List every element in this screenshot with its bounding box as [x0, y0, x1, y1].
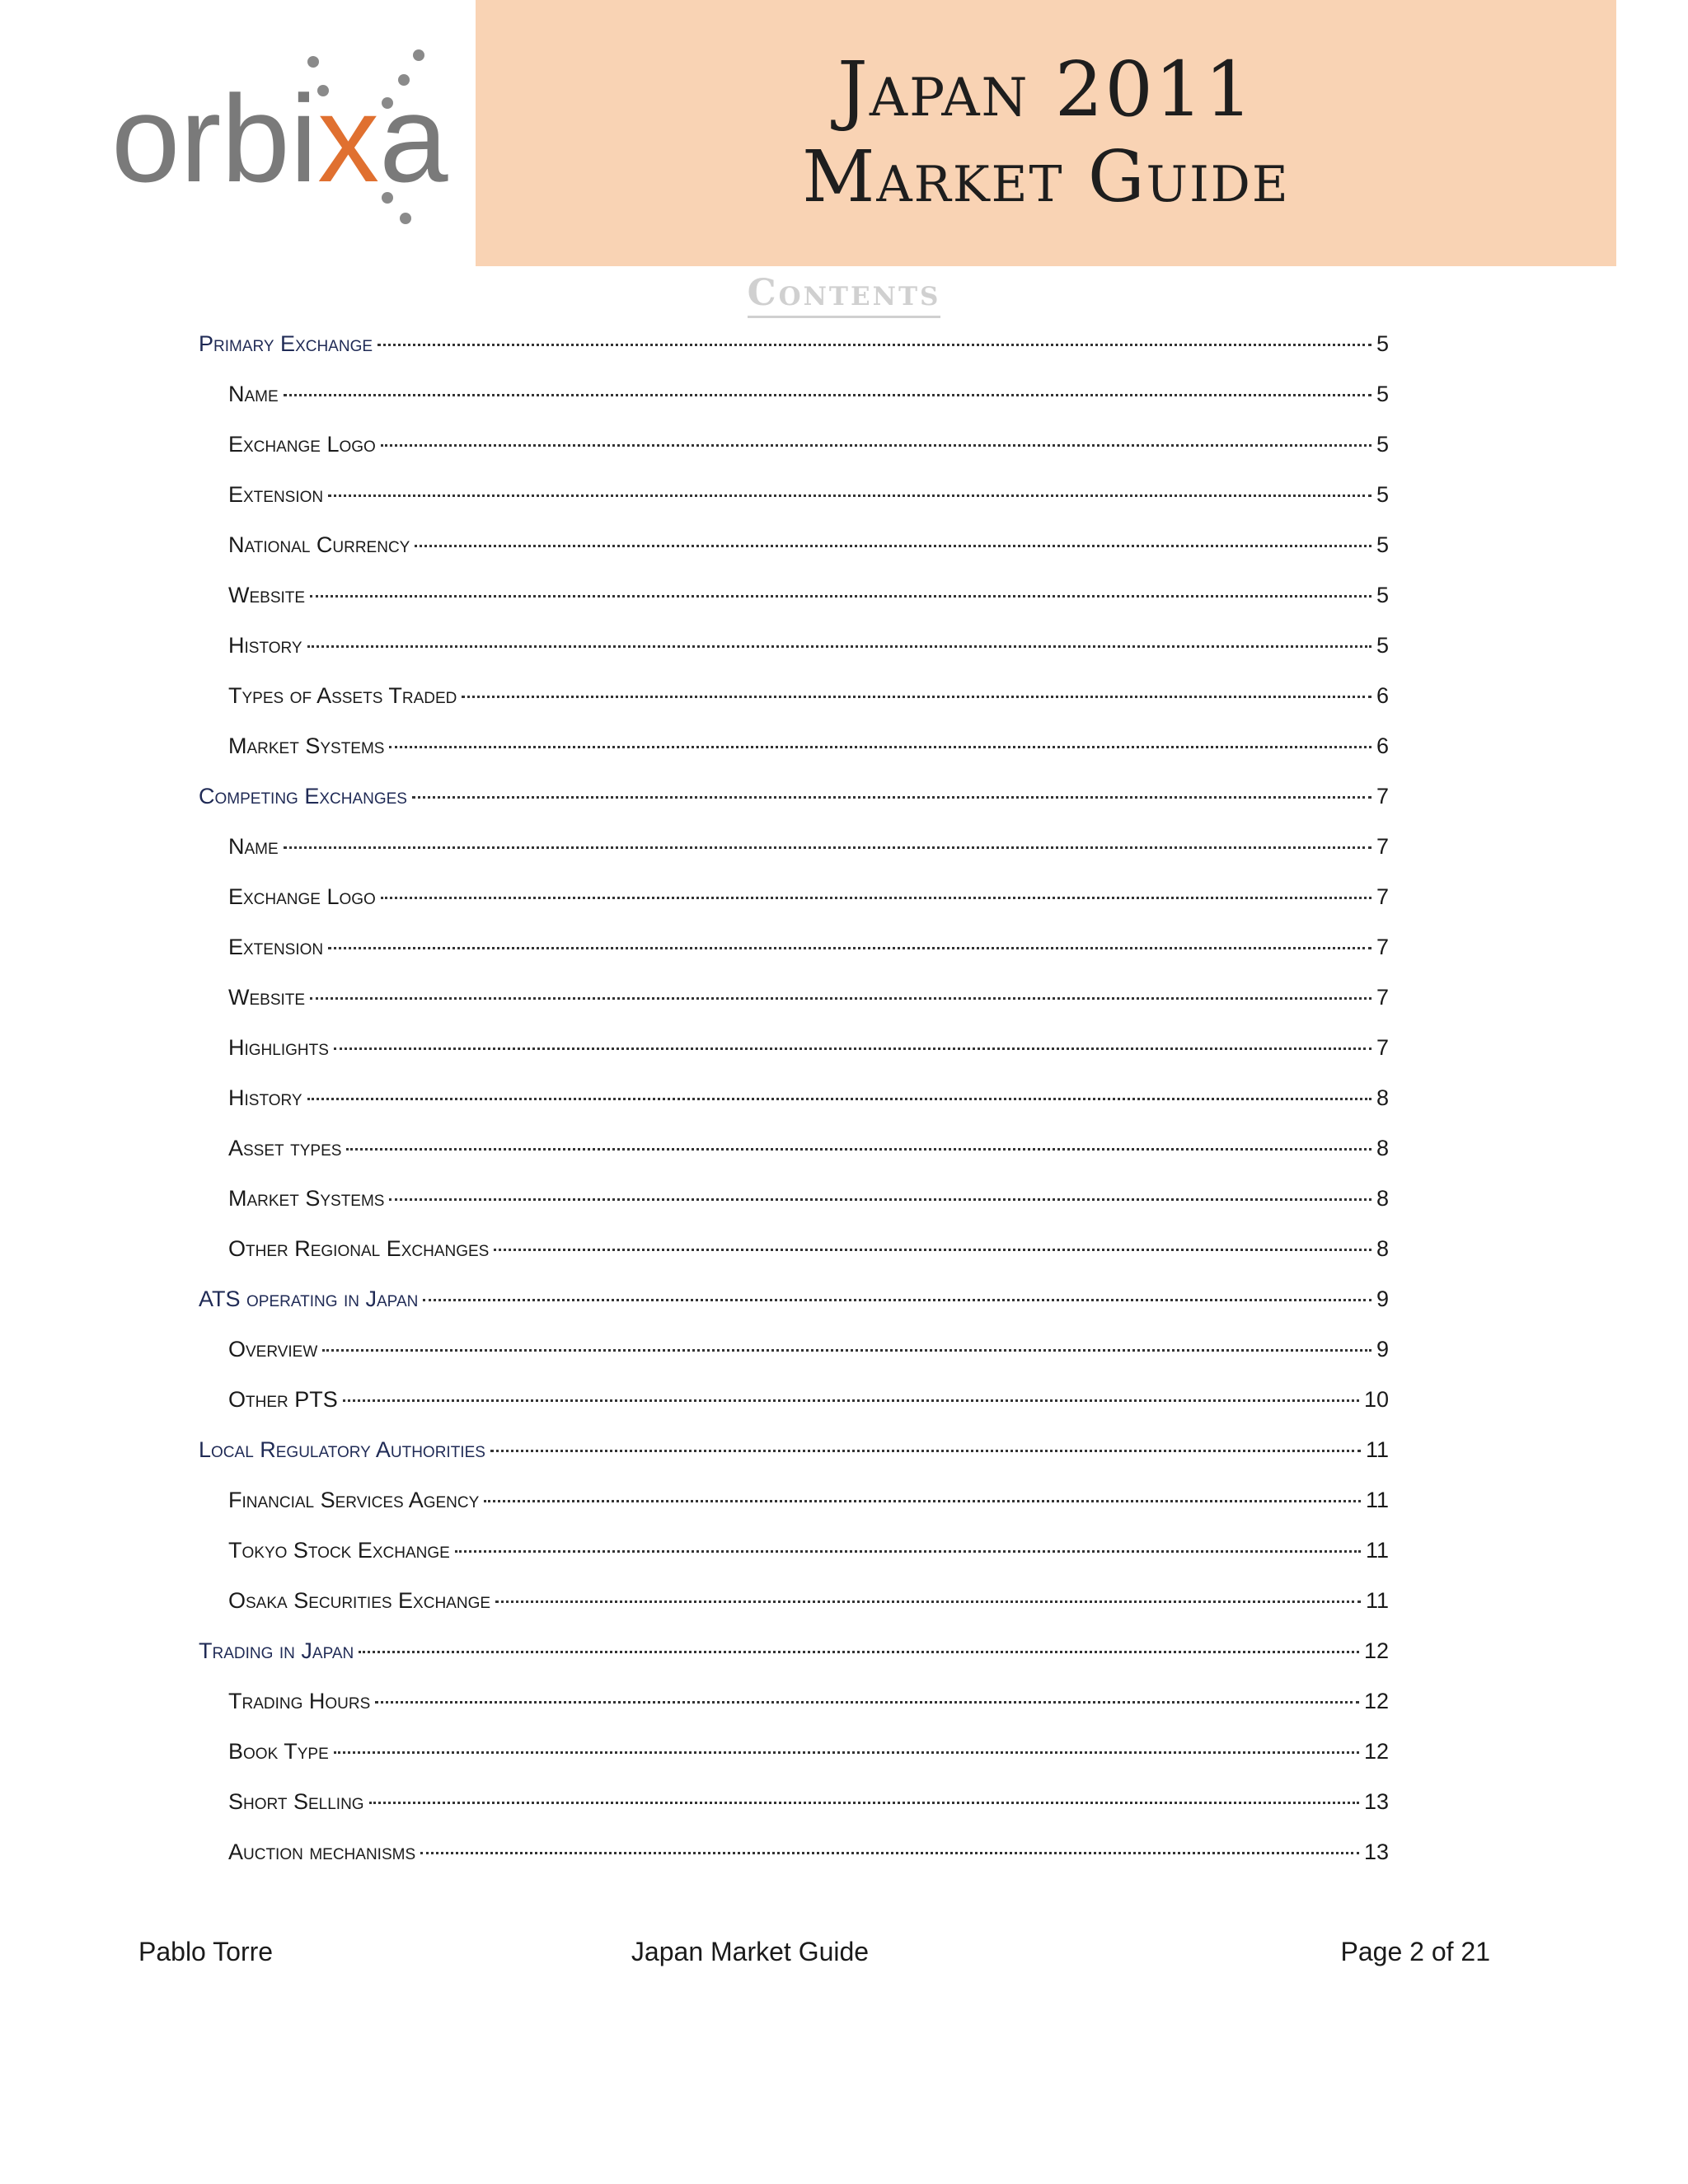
- toc-dot-leader: [310, 997, 1372, 1000]
- toc-dot-leader: [334, 1047, 1372, 1050]
- toc-entry-label: Name: [228, 834, 279, 859]
- toc-entry-label: ATS operating in Japan: [199, 1286, 419, 1311]
- toc-entry-page: 5: [1376, 532, 1389, 557]
- title-line-1: Japan 2011: [837, 45, 1254, 134]
- toc-entry-page: 13: [1363, 1789, 1389, 1814]
- toc-entry-page: 11: [1365, 1538, 1389, 1563]
- toc-subsection-entry[interactable]: [228, 935, 1389, 984]
- toc-entry-label: Market Systems: [228, 733, 385, 758]
- toc-entry-label: Other PTS: [228, 1387, 338, 1412]
- toc-subsection-entry[interactable]: [228, 482, 1389, 532]
- toc-entry-label: Highlights: [228, 1035, 329, 1060]
- toc-subsection-entry[interactable]: [228, 382, 1389, 431]
- toc-entry-page: 8: [1376, 1085, 1389, 1110]
- toc-entry-label: Website: [228, 985, 306, 1010]
- toc-dot-leader: [359, 1651, 1359, 1653]
- toc-entry-page: 12: [1363, 1638, 1389, 1663]
- toc-entry-label: Website: [228, 583, 306, 607]
- toc-dot-leader: [328, 494, 1372, 497]
- toc-section-entry[interactable]: [199, 1638, 1389, 1688]
- toc-subsection-entry[interactable]: [228, 834, 1389, 883]
- toc-entry-page: 12: [1363, 1689, 1389, 1713]
- toc-dot-leader: [389, 746, 1371, 748]
- toc-subsection-entry[interactable]: [228, 1538, 1389, 1587]
- toc-subsection-entry[interactable]: [228, 733, 1389, 783]
- toc-entry-page: 11: [1365, 1588, 1389, 1613]
- logo-text: orbixa: [111, 69, 448, 208]
- toc-entry-label: Extension: [228, 935, 324, 959]
- toc-dot-leader: [495, 1601, 1361, 1603]
- toc-subsection-entry[interactable]: [228, 1136, 1389, 1185]
- toc-subsection-entry[interactable]: [228, 985, 1389, 1034]
- toc-entry-label: Exchange Logo: [228, 432, 376, 457]
- toc-subsection-entry[interactable]: [228, 1789, 1389, 1839]
- toc-dot-leader: [490, 1450, 1361, 1452]
- toc-entry-label: Trading Hours: [228, 1689, 371, 1713]
- toc-entry-label: Overview: [228, 1337, 318, 1361]
- toc-subsection-entry[interactable]: [228, 1488, 1389, 1537]
- toc-dot-leader: [455, 1550, 1361, 1553]
- toc-dot-leader: [389, 1198, 1371, 1201]
- toc-entry-page: 5: [1376, 432, 1389, 457]
- toc-dot-leader: [322, 1349, 1372, 1352]
- toc-dot-leader: [415, 545, 1372, 547]
- toc-dot-leader: [423, 1299, 1372, 1301]
- toc-subsection-entry[interactable]: [228, 884, 1389, 934]
- footer-author: Pablo Torre: [138, 1937, 274, 1966]
- toc-entry-label: Primary Exchange: [199, 331, 373, 356]
- toc-dot-leader: [375, 1701, 1359, 1704]
- toc-entry-page: 9: [1376, 1286, 1389, 1311]
- toc-dot-leader: [307, 645, 1372, 648]
- toc-dot-leader: [310, 595, 1372, 598]
- toc-entry-page: 12: [1363, 1739, 1389, 1764]
- toc-dot-leader: [284, 394, 1372, 396]
- toc-dot-leader: [412, 796, 1372, 799]
- toc-entry-page: 5: [1376, 633, 1389, 658]
- contents-heading-text: Contents: [748, 272, 941, 318]
- toc-entry-label: National Currency: [228, 532, 410, 557]
- toc-entry-page: 8: [1376, 1186, 1389, 1211]
- toc-entry-label: Market Systems: [228, 1186, 385, 1211]
- toc-dot-leader: [484, 1500, 1361, 1502]
- toc-entry-page: 11: [1365, 1437, 1389, 1462]
- toc-entry-label: History: [228, 633, 302, 658]
- toc-entry-page: 11: [1365, 1488, 1389, 1512]
- toc-entry-label: Auction mechanisms: [228, 1840, 416, 1864]
- toc-subsection-entry[interactable]: [228, 1588, 1389, 1638]
- toc-dot-leader: [346, 1148, 1372, 1151]
- toc-entry-label: Asset types: [228, 1136, 342, 1160]
- title-line-2: Market Guide: [802, 136, 1290, 218]
- toc-entry-page: 7: [1376, 834, 1389, 859]
- toc-subsection-entry[interactable]: [228, 683, 1389, 733]
- toc-entry-page: 9: [1376, 1337, 1389, 1361]
- contents-heading: [0, 272, 1688, 314]
- toc-dot-leader: [420, 1852, 1359, 1854]
- toc-entry-label: Types of Assets Traded: [228, 683, 457, 708]
- toc-entry-page: 7: [1376, 985, 1389, 1010]
- toc-subsection-entry[interactable]: [228, 1035, 1389, 1085]
- toc-entry-page: 5: [1376, 482, 1389, 507]
- toc-entry-page: 5: [1376, 331, 1389, 356]
- toc-entry-page: 13: [1363, 1840, 1389, 1864]
- toc-section-entry[interactable]: [199, 1286, 1389, 1336]
- toc-entry-label: Competing Exchanges: [199, 784, 407, 808]
- toc-subsection-entry[interactable]: [228, 1689, 1389, 1738]
- toc-entry-label: Exchange Logo: [228, 884, 376, 909]
- toc-subsection-entry[interactable]: [228, 1739, 1389, 1788]
- toc-entry-label: Book Type: [228, 1739, 329, 1764]
- toc-entry-label: Name: [228, 382, 279, 406]
- toc-dot-leader: [334, 1751, 1359, 1754]
- toc-dot-leader: [377, 344, 1372, 346]
- toc-dot-leader: [381, 897, 1372, 899]
- toc-subsection-entry[interactable]: [228, 1840, 1389, 1889]
- toc-entry-page: 8: [1376, 1236, 1389, 1261]
- toc-dot-leader: [307, 1098, 1372, 1100]
- toc-entry-page: 5: [1376, 583, 1389, 607]
- toc-entry-label: History: [228, 1085, 302, 1110]
- toc-dot-leader: [494, 1249, 1372, 1251]
- toc-entry-label: Extension: [228, 482, 324, 507]
- toc-section-entry[interactable]: [199, 784, 1389, 833]
- toc-entry-label: Other Regional Exchanges: [228, 1236, 490, 1261]
- toc-entry-label: Short Selling: [228, 1789, 364, 1814]
- footer-page-info: Page 2 of 21: [1340, 1937, 1490, 1966]
- toc-entry-page: 6: [1376, 733, 1389, 758]
- toc-section-entry[interactable]: [199, 1437, 1389, 1487]
- footer-doc-title: Japan Market Guide: [631, 1937, 870, 1966]
- toc-entry-page: 7: [1376, 884, 1389, 909]
- toc-section-entry[interactable]: [199, 331, 1389, 381]
- toc-dot-leader: [284, 846, 1372, 849]
- orbixa-logo: [107, 45, 462, 243]
- toc-entry-page: 10: [1363, 1387, 1389, 1412]
- toc-dot-leader: [369, 1802, 1359, 1804]
- toc-dot-leader: [328, 947, 1372, 949]
- toc-subsection-entry[interactable]: [228, 1236, 1389, 1286]
- toc-dot-leader: [381, 444, 1372, 447]
- toc-subsection-entry[interactable]: [228, 432, 1389, 481]
- toc-entry-page: 7: [1376, 935, 1389, 959]
- toc-entry-page: 7: [1376, 784, 1389, 808]
- toc-subsection-entry[interactable]: [228, 583, 1389, 632]
- toc-subsection-entry[interactable]: [228, 633, 1389, 682]
- toc-entry-label: Tokyo Stock Exchange: [228, 1538, 450, 1563]
- toc-dot-leader: [462, 696, 1372, 698]
- toc-entry-label: Osaka Securities Exchange: [228, 1588, 491, 1613]
- toc-entry-page: 6: [1376, 683, 1389, 708]
- toc-entry-label: Financial Services Agency: [228, 1488, 480, 1512]
- toc-dot-leader: [343, 1399, 1359, 1402]
- toc-entry-page: 8: [1376, 1136, 1389, 1160]
- toc-entry-label: Trading in Japan: [199, 1638, 354, 1663]
- toc-entry-page: 7: [1376, 1035, 1389, 1060]
- toc-subsection-entry[interactable]: [228, 1085, 1389, 1135]
- toc-entry-page: 5: [1376, 382, 1389, 406]
- toc-subsection-entry[interactable]: [228, 1337, 1389, 1386]
- toc-subsection-entry[interactable]: [228, 1186, 1389, 1235]
- toc-entry-label: Local Regulatory Authorities: [199, 1437, 485, 1462]
- toc-subsection-entry[interactable]: [228, 1387, 1389, 1436]
- toc-subsection-entry[interactable]: [228, 532, 1389, 582]
